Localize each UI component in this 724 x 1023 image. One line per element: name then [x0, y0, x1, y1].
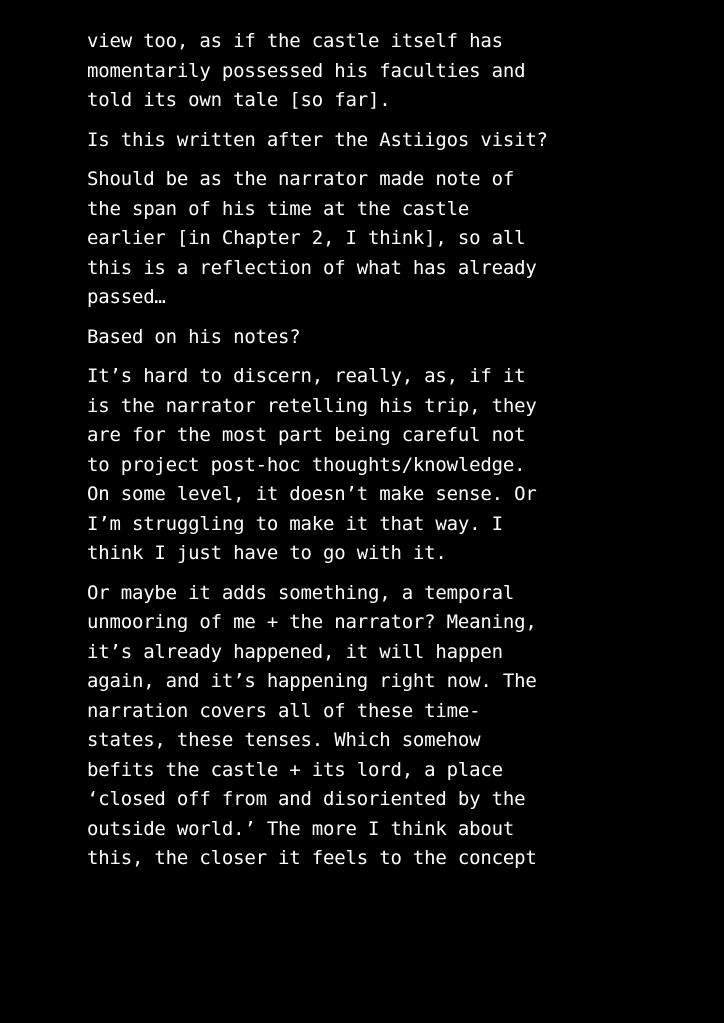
paragraph-question-astiigos: [87, 126, 717, 156]
text-line: ‘closed off from and disoriented by the: [87, 788, 526, 810]
text-line: Or maybe it adds something, a temporal: [87, 581, 515, 604]
text-line: it’s already happened, it will happen: [87, 640, 503, 663]
paragraph-hard-to-discern: [87, 362, 717, 569]
text-line: told its own tale [so far].: [87, 89, 391, 111]
text-line: this, the closer it feels to the concept: [87, 847, 537, 869]
text-line: narration covers all of these time-: [87, 699, 481, 722]
text-line: unmooring of me + the narrator? Meaning,: [87, 611, 537, 633]
paragraph-answer-span: [87, 165, 717, 313]
text-line: momentarily possessed his faculties and: [87, 59, 526, 82]
paragraph-castle-tale: [87, 27, 717, 116]
text-line: Should be as the narrator made note of: [87, 168, 515, 190]
text-line: Based on his notes?: [87, 325, 301, 348]
text-line: befits the castle + its lord, a place: [87, 758, 503, 781]
text-line: this is a reflection of what has already: [87, 256, 537, 279]
document-body: [87, 0, 717, 874]
text-line: to project post-hoc thoughts/knowledge.: [87, 453, 526, 476]
text-line: states, these tenses. Which somehow: [87, 729, 481, 751]
paragraph-temporal-unmooring: [87, 579, 717, 874]
text-line: again, and it’s happening right now. The: [87, 670, 537, 692]
text-line: are for the most part being careful not: [87, 424, 526, 446]
text-line: the span of his time at the castle: [87, 197, 470, 220]
text-line: think I just have to go with it.: [87, 542, 447, 564]
text-line: I’m struggling to make it that way. I: [87, 512, 503, 535]
text-line: view too, as if the castle itself has: [87, 30, 503, 52]
paragraph-question-notes: [87, 323, 717, 353]
text-line: Is this written after the Astiigos visit?: [87, 128, 548, 151]
text-line: passed…: [87, 286, 166, 308]
text-line: earlier [in Chapter 2, I think], so all: [87, 227, 526, 249]
text-line: On some level, it doesn’t make sense. Or: [87, 483, 537, 505]
text-line: It’s hard to discern, really, as, if it: [87, 365, 526, 387]
text-line: is the narrator retelling his trip, they: [87, 394, 537, 417]
text-line: outside world.’ The more I think about: [87, 817, 515, 840]
